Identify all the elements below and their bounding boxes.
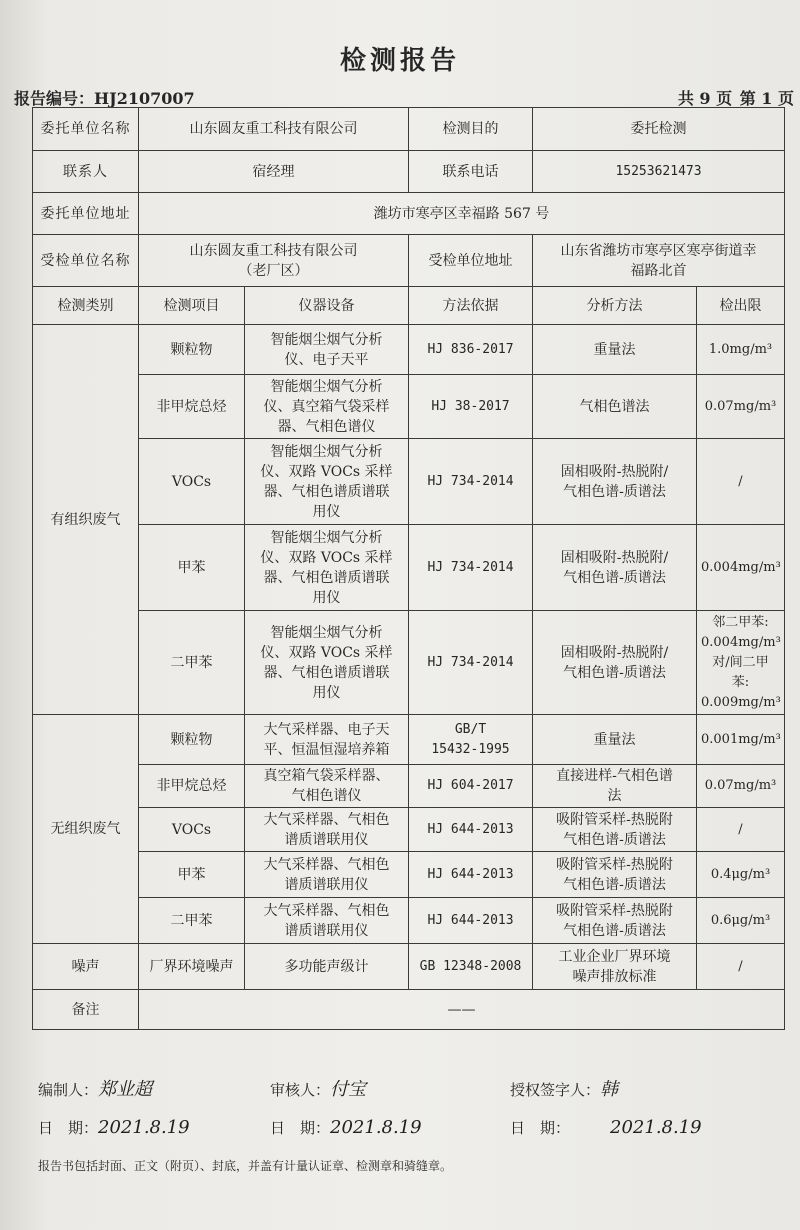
cell-analysis-line: 噪声排放标准 (572, 968, 657, 985)
col-analysis: 分析方法 (533, 287, 697, 325)
table-row (33, 852, 785, 898)
col-method: 方法依据 (409, 287, 533, 325)
approver-date-block (510, 1117, 702, 1138)
cell-analysis-line: 固相吸附-热脱附/ (560, 644, 669, 661)
cell-method (409, 715, 533, 765)
cell-analysis-line: 气相色谱-质谱法 (563, 569, 666, 586)
column-header-row (33, 287, 785, 325)
cell-instrument-line: 用仪 (312, 684, 341, 701)
cell-limit-line: 0.001mg/m³ (701, 731, 781, 747)
cell-item (139, 375, 245, 439)
cell-limit-line: 对/间二甲 (712, 654, 769, 670)
cell-method (409, 944, 533, 990)
cell-limit-line: 0.07mg/m³ (704, 778, 777, 793)
cell-item (139, 898, 245, 944)
cell-item (139, 715, 245, 765)
cell-method (409, 611, 533, 715)
cell-limit-line: 邻二甲苯: (712, 614, 769, 630)
cell-method-line: 15432-1995 (431, 741, 510, 757)
cell-limit (697, 715, 785, 765)
cell-analysis (533, 325, 697, 375)
cell-limit (697, 439, 785, 525)
cell-method-line: HJ 604-2017 (427, 778, 514, 793)
cell-instrument (245, 715, 409, 765)
cell-limit-line: / (738, 958, 743, 974)
cell-instrument-line: 用仪 (312, 589, 341, 606)
editor-date: 2021.8.19 (98, 1117, 190, 1138)
cell-analysis-line: 气相色谱法 (579, 398, 650, 415)
info-row-client (33, 108, 785, 151)
info-row-contact (33, 151, 785, 193)
cell-instrument-line: 仪、真空箱气袋采样 (263, 398, 390, 415)
cell-instrument (245, 325, 409, 375)
report-table (32, 107, 785, 1030)
cell-item-line: 二甲苯 (170, 912, 213, 929)
cell-method (409, 765, 533, 808)
footer-note: 报告书包括封面、正文（附页）、封底，并盖有计量认证章、检测章和骑缝章。 (38, 1159, 453, 1173)
cell-analysis-line: 重量法 (593, 341, 636, 358)
table-row (33, 808, 785, 852)
cell-method (409, 375, 533, 439)
cell-instrument-line: 真空箱气袋采样器、 (263, 768, 390, 784)
cell-item-line: 颗粒物 (170, 731, 213, 748)
cell-method (409, 525, 533, 611)
cell-item-line: 厂界环境噪声 (149, 958, 234, 975)
info-row-address (33, 193, 785, 235)
cell-limit-line: / (738, 473, 743, 489)
phone-label: 联系电话 (409, 151, 533, 193)
cell-instrument-line: 智能烟尘烟气分析 (270, 331, 383, 348)
cell-method (409, 325, 533, 375)
cell-analysis-line: 吸附管采样-热脱附 (556, 856, 673, 873)
cell-item-line: VOCs (171, 473, 212, 490)
cell-item (139, 439, 245, 525)
table-row (33, 611, 785, 715)
cell-analysis (533, 808, 697, 852)
group-unorganized: 无组织废气 (33, 715, 139, 944)
cell-method (409, 852, 533, 898)
cell-analysis (533, 525, 697, 611)
cell-analysis (533, 944, 697, 990)
reviewer-date-block (270, 1117, 422, 1138)
cell-method-line: HJ 644-2013 (427, 912, 514, 928)
cell-method-line: GB 12348-2008 (419, 958, 522, 974)
cell-method-line: HJ 836-2017 (427, 341, 514, 357)
group-organized: 有组织废气 (33, 325, 139, 715)
cell-method (409, 439, 533, 525)
col-limit: 检出限 (697, 287, 785, 325)
cell-limit-line: 0.07mg/m³ (704, 398, 777, 414)
cell-instrument (245, 898, 409, 944)
inspected-name-label: 受检单位名称 (33, 235, 139, 287)
approver-signature-block (510, 1075, 618, 1101)
cell-instrument-line: 谱质谱联用仪 (284, 831, 369, 848)
info-row-inspected (33, 235, 785, 287)
cell-analysis (533, 715, 697, 765)
cell-analysis-line: 气相色谱-质谱法 (563, 483, 666, 500)
approver-signature: 韩 (600, 1079, 619, 1100)
table-row (33, 715, 785, 765)
cell-method-line: HJ 644-2013 (427, 821, 514, 837)
cell-limit (697, 765, 785, 808)
cell-item (139, 525, 245, 611)
cell-instrument-line: 智能烟尘烟气分析 (270, 378, 383, 395)
cell-item-line: 非甲烷总烃 (156, 778, 227, 794)
cell-instrument (245, 765, 409, 808)
cell-item (139, 765, 245, 808)
cell-analysis (533, 439, 697, 525)
editor-label: 编制人： (38, 1081, 99, 1099)
cell-analysis (533, 852, 697, 898)
cell-instrument-line: 谱质谱联用仪 (284, 876, 369, 893)
purpose-label: 检测目的 (409, 108, 533, 151)
cell-limit-line: 1.0mg/m³ (708, 341, 773, 357)
table-row (33, 439, 785, 525)
approver-date-label: 日 期： (510, 1119, 571, 1137)
cell-analysis (533, 375, 697, 439)
cell-instrument-line: 器、气相色谱质谱联 (263, 569, 390, 586)
page-current: 第 1 页 (739, 89, 794, 108)
cell-instrument-line: 多功能声级计 (284, 958, 369, 975)
cell-instrument-line: 大气采样器、气相色 (263, 902, 390, 919)
col-instrument: 仪器设备 (245, 287, 409, 325)
cell-instrument (245, 611, 409, 715)
cell-method-line: HJ 734-2014 (427, 473, 514, 489)
report-title: 检测报告 (339, 46, 460, 76)
cell-item (139, 325, 245, 375)
cell-method-line: HJ 38-2017 (431, 398, 510, 414)
cell-limit-line: / (738, 821, 743, 837)
approver-date: 2021.8.19 (610, 1117, 702, 1138)
cell-limit-line: 0.009mg/m³ (701, 694, 781, 710)
cell-limit (697, 325, 785, 375)
cell-analysis-line: 重量法 (593, 731, 636, 748)
cell-instrument-line: 仪、双路 VOCs 采样 (260, 644, 393, 661)
editor-date-label: 日 期： (38, 1119, 99, 1137)
cell-instrument-line: 平、恒温恒湿培养箱 (263, 741, 390, 758)
client-addr-label: 委托单位地址 (33, 193, 139, 235)
reviewer-signature: 付宝 (330, 1079, 367, 1100)
client-name: 山东圆友重工科技有限公司 (139, 108, 409, 151)
cell-limit (697, 944, 785, 990)
cell-analysis (533, 765, 697, 808)
inspected-addr-label: 受检单位地址 (409, 235, 533, 287)
table-row (33, 375, 785, 439)
cell-instrument-line: 大气采样器、气相色 (263, 811, 390, 828)
table-row (33, 325, 785, 375)
approver-label: 授权签字人： (510, 1081, 601, 1099)
cell-instrument-line: 器、气相色谱质谱联 (263, 483, 390, 500)
cell-item (139, 611, 245, 715)
cell-instrument-line: 智能烟尘烟气分析 (270, 443, 383, 460)
group-noise: 噪声 (33, 944, 139, 990)
cell-analysis-line: 气相色谱-质谱法 (563, 831, 666, 848)
cell-limit-line: 0.6μg/m³ (710, 912, 771, 928)
reviewer-signature-block (270, 1075, 366, 1101)
cell-limit (697, 525, 785, 611)
cell-method-line: HJ 644-2013 (427, 866, 514, 882)
contact: 宿经理 (139, 151, 409, 193)
table-row (33, 898, 785, 944)
cell-instrument (245, 852, 409, 898)
cell-analysis (533, 898, 697, 944)
purpose: 委托检测 (533, 108, 785, 151)
cell-instrument-line: 大气采样器、气相色 (263, 856, 390, 873)
editor-signature: 郑业超 (98, 1079, 153, 1100)
cell-analysis-line: 气相色谱-质谱法 (563, 876, 666, 893)
inspected-addr-line2: 福路北首 (630, 262, 687, 279)
cell-limit (697, 375, 785, 439)
cell-limit-line: 0.4μg/m³ (710, 866, 771, 882)
cell-analysis-line: 固相吸附-热脱附/ (560, 549, 669, 566)
cell-analysis-line: 气相色谱-质谱法 (563, 664, 666, 681)
phone: 15253621473 (533, 151, 785, 193)
cell-item-line: 颗粒物 (170, 341, 213, 358)
client-addr: 潍坊市寒亭区幸福路 567 号 (139, 193, 785, 235)
cell-analysis-line: 直接进样-气相色谱 (556, 768, 673, 784)
inspected-addr-line1: 山东省潍坊市寒亭区寒亭街道幸 (560, 242, 757, 259)
cell-method (409, 808, 533, 852)
cell-instrument (245, 808, 409, 852)
cell-instrument-line: 气相色谱仪 (291, 788, 362, 804)
cell-analysis-line: 吸附管采样-热脱附 (556, 811, 673, 828)
cell-limit (697, 852, 785, 898)
cell-item-line: 二甲苯 (170, 654, 213, 671)
cell-analysis-line: 固相吸附-热脱附/ (560, 463, 669, 480)
inspected-name (139, 235, 409, 287)
cell-analysis-line: 工业企业厂界环境 (558, 948, 671, 965)
cell-limit-line: 苯: (731, 674, 750, 690)
editor-signature-block (38, 1075, 152, 1101)
inspected-name-line1: 山东圆友重工科技有限公司 (189, 242, 358, 259)
table-row (33, 765, 785, 808)
cell-method-line: HJ 734-2014 (427, 559, 514, 575)
inspected-addr (533, 235, 785, 287)
cell-item (139, 944, 245, 990)
table-row (33, 525, 785, 611)
cell-instrument-line: 仪、双路 VOCs 采样 (260, 463, 393, 480)
cell-item-line: 甲苯 (177, 559, 206, 576)
pages-total: 共 9 页 (677, 89, 733, 108)
cell-item-line: 甲苯 (177, 866, 206, 883)
reviewer-date-label: 日 期： (270, 1119, 331, 1137)
reviewer-date: 2021.8.19 (330, 1117, 422, 1138)
cell-limit (697, 808, 785, 852)
cell-method-line: GB/T (454, 721, 487, 737)
cell-instrument-line: 谱质谱联用仪 (284, 922, 369, 939)
cell-limit-line: 0.004mg/m³ (701, 559, 781, 575)
remark-row (33, 990, 785, 1030)
remark-value: —— (139, 990, 785, 1030)
reviewer-label: 审核人： (270, 1081, 331, 1099)
cell-analysis-line: 吸附管采样-热脱附 (556, 902, 673, 919)
cell-analysis (533, 611, 697, 715)
cell-instrument-line: 器、气相色谱质谱联 (263, 664, 390, 681)
cell-instrument-line: 大气采样器、电子天 (263, 721, 390, 738)
cell-instrument (245, 525, 409, 611)
cell-item-line: 非甲烷总烃 (156, 398, 227, 415)
cell-instrument-line: 智能烟尘烟气分析 (270, 529, 383, 546)
cell-instrument (245, 375, 409, 439)
cell-limit (697, 898, 785, 944)
contact-label: 联系人 (33, 151, 139, 193)
cell-item (139, 852, 245, 898)
client-name-label: 委托单位名称 (33, 108, 139, 151)
inspected-name-line2: （老厂区） (238, 262, 309, 279)
remark-label: 备注 (33, 990, 139, 1030)
editor-date-block (38, 1117, 190, 1138)
col-item: 检测项目 (139, 287, 245, 325)
col-category: 检测类别 (33, 287, 139, 325)
cell-item-line: VOCs (171, 821, 212, 838)
cell-instrument-line: 仪、电子天平 (284, 351, 369, 368)
cell-instrument-line: 用仪 (312, 503, 341, 520)
cell-analysis-line: 法 (607, 788, 622, 804)
table-row (33, 944, 785, 990)
cell-analysis-line: 气相色谱-质谱法 (563, 922, 666, 939)
cell-instrument (245, 944, 409, 990)
cell-limit (697, 611, 785, 715)
cell-method (409, 898, 533, 944)
cell-method-line: HJ 734-2014 (427, 654, 514, 670)
report-number: 报告编号：HJ2107007 (14, 89, 195, 108)
cell-instrument (245, 439, 409, 525)
cell-item (139, 808, 245, 852)
page-info (676, 86, 794, 109)
cell-instrument-line: 器、气相色谱仪 (277, 418, 376, 435)
cell-instrument-line: 仪、双路 VOCs 采样 (260, 549, 393, 566)
cell-instrument-line: 智能烟尘烟气分析 (270, 624, 383, 641)
cell-limit-line: 0.004mg/m³ (701, 634, 781, 650)
